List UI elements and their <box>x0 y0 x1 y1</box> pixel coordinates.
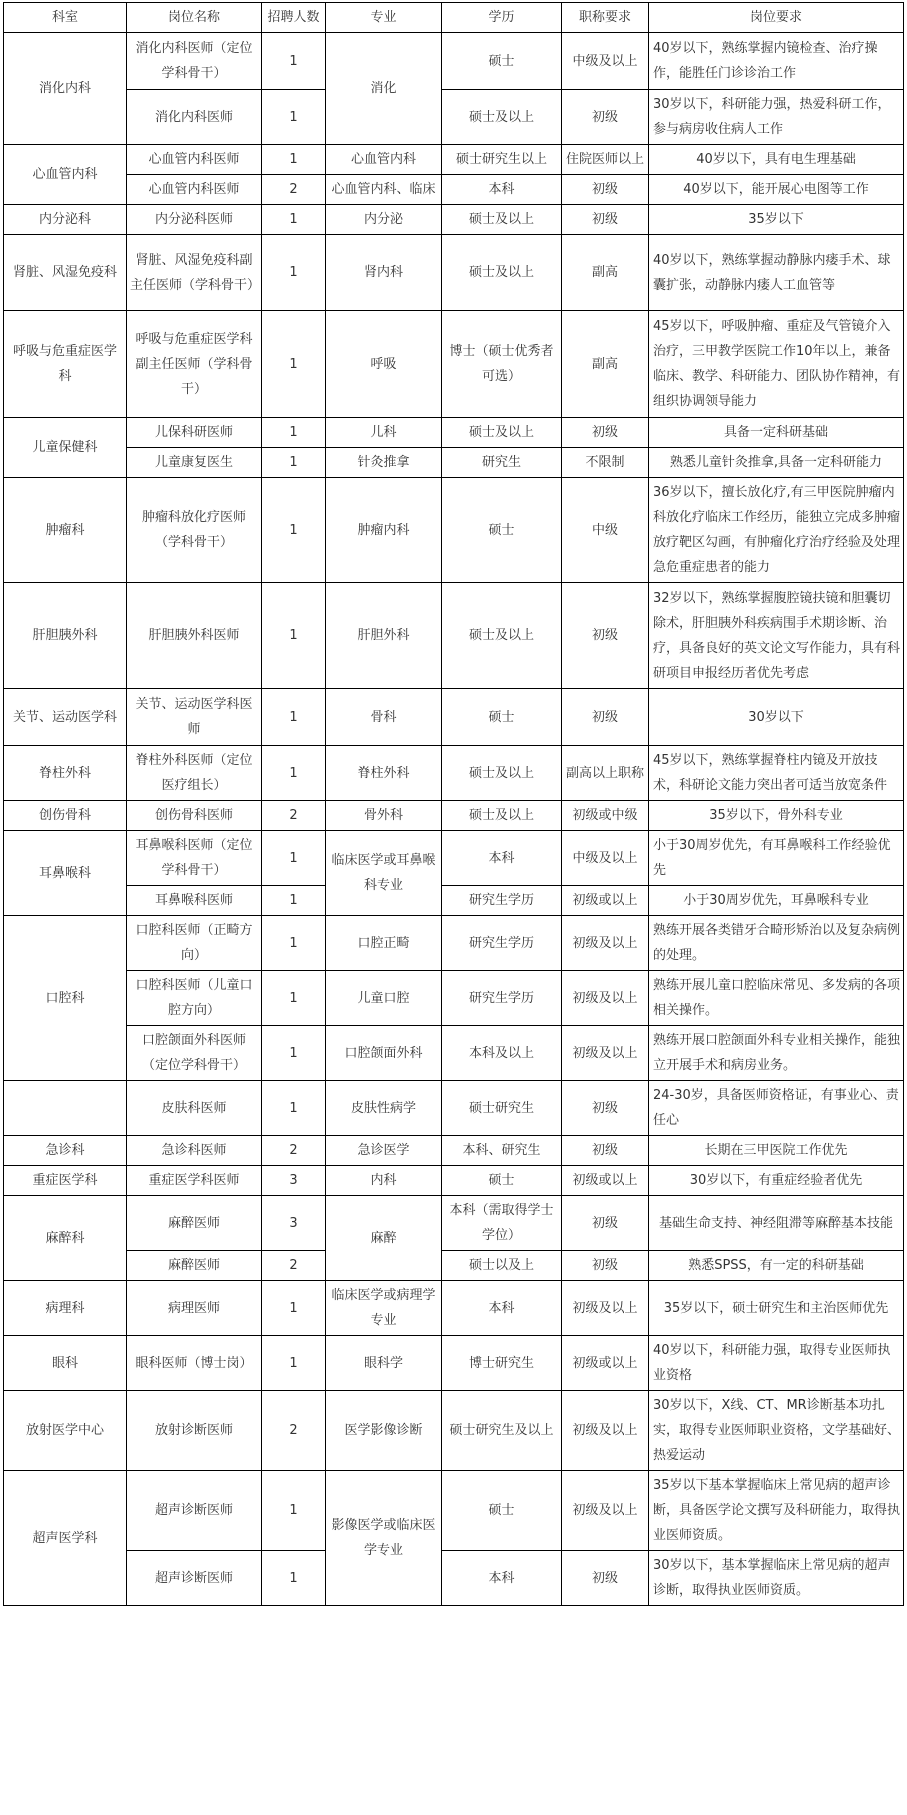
table-row <box>4 1251 904 1281</box>
table-cell: 医学影像诊断 <box>326 1391 442 1471</box>
table-cell: 1 <box>262 1281 326 1336</box>
table-cell: 1 <box>262 831 326 886</box>
table-cell: 口腔科 <box>4 916 127 1081</box>
table-cell: 1 <box>262 145 326 175</box>
table-cell: 初级 <box>562 90 649 145</box>
table-cell: 肾脏、风湿免疫科 <box>4 235 127 311</box>
table-cell: 1 <box>262 448 326 478</box>
table-cell: 骨外科 <box>326 801 442 831</box>
table-cell: 初级或以上 <box>562 886 649 916</box>
table-row <box>4 801 904 831</box>
table-cell: 硕士 <box>442 1166 562 1196</box>
table-cell: 儿童保健科 <box>4 418 127 478</box>
header-education: 学历 <box>442 3 562 33</box>
table-cell: 硕士 <box>442 478 562 583</box>
recruitment-table <box>3 2 904 1606</box>
table-row <box>4 311 904 418</box>
table-cell: 初级 <box>562 1136 649 1166</box>
table-cell: 熟练开展口腔颌面外科专业相关操作，能独立开展手术和病房业务。 <box>649 1026 904 1081</box>
table-row <box>4 145 904 175</box>
table-cell: 创伤骨科医师 <box>127 801 262 831</box>
table-cell: 熟练开展各类错牙合畸形矫治以及复杂病例的处理。 <box>649 916 904 971</box>
table-cell: 消化内科 <box>4 33 127 145</box>
table-cell: 硕士研究生及以上 <box>442 1391 562 1471</box>
table-cell: 病理科 <box>4 1281 127 1336</box>
table-cell: 耳鼻喉科医师 <box>127 886 262 916</box>
table-cell: 2 <box>262 175 326 205</box>
table-cell: 3 <box>262 1196 326 1251</box>
table-cell: 内分泌科 <box>4 205 127 235</box>
table-cell: 2 <box>262 801 326 831</box>
table-row <box>4 971 904 1026</box>
table-cell: 1 <box>262 90 326 145</box>
table-cell: 初级 <box>562 1196 649 1251</box>
table-cell: 临床医学或病理学专业 <box>326 1281 442 1336</box>
table-cell: 30岁以下 <box>649 689 904 746</box>
table-cell: 关节、运动医学科医师 <box>127 689 262 746</box>
table-cell: 肿瘤科放化疗医师（学科骨干） <box>127 478 262 583</box>
table-cell <box>4 1081 127 1136</box>
table-cell: 初级 <box>562 1551 649 1606</box>
table-cell: 初级及以上 <box>562 916 649 971</box>
table-cell: 30岁以下，基本掌握临床上常见病的超声诊断，取得执业医师资质。 <box>649 1551 904 1606</box>
table-cell: 心血管内科 <box>4 145 127 205</box>
table-cell: 眼科学 <box>326 1336 442 1391</box>
table-cell: 1 <box>262 746 326 801</box>
table-cell: 皮肤性病学 <box>326 1081 442 1136</box>
table-cell: 硕士及以上 <box>442 205 562 235</box>
table-cell: 硕士研究生以上 <box>442 145 562 175</box>
table-cell: 1 <box>262 971 326 1026</box>
table-cell: 1 <box>262 235 326 311</box>
table-cell: 重症医学科医师 <box>127 1166 262 1196</box>
table-cell: 36岁以下，擅长放化疗,有三甲医院肿瘤内科放化疗临床工作经历，能独立完成多肿瘤放疗靶区勾画，有肿瘤化疗治疗经验及处理急危重症患者的能力 <box>649 478 904 583</box>
table-cell: 超声诊断医师 <box>127 1551 262 1606</box>
table-cell: 耳鼻喉科 <box>4 831 127 916</box>
table-cell: 消化内科医师 <box>127 90 262 145</box>
table-cell: 35岁以下基本掌握临床上常见病的超声诊断，具备医学论文撰写及科研能力，取得执业医师资质。 <box>649 1471 904 1551</box>
table-cell: 内科 <box>326 1166 442 1196</box>
table-cell: 1 <box>262 1081 326 1136</box>
table-cell: 1 <box>262 1336 326 1391</box>
table-cell: 骨科 <box>326 689 442 746</box>
table-cell: 1 <box>262 689 326 746</box>
table-cell: 40岁以下，具有电生理基础 <box>649 145 904 175</box>
table-row <box>4 205 904 235</box>
table-cell: 超声医学科 <box>4 1471 127 1606</box>
table-cell: 中级及以上 <box>562 831 649 886</box>
table-cell: 肝胆胰外科医师 <box>127 583 262 689</box>
table-cell: 口腔正畸 <box>326 916 442 971</box>
table-cell: 硕士及以上 <box>442 801 562 831</box>
table-cell: 创伤骨科 <box>4 801 127 831</box>
table-header-row <box>4 3 904 33</box>
table-cell: 1 <box>262 311 326 418</box>
table-cell: 1 <box>262 418 326 448</box>
table-cell: 初级或中级 <box>562 801 649 831</box>
table-cell: 初级 <box>562 1081 649 1136</box>
table-cell: 脊柱外科 <box>326 746 442 801</box>
table-cell: 35岁以下，硕士研究生和主治医师优先 <box>649 1281 904 1336</box>
table-cell: 心血管内科、临床 <box>326 175 442 205</box>
header-department: 科室 <box>4 3 127 33</box>
table-cell: 1 <box>262 1026 326 1081</box>
table-cell: 2 <box>262 1136 326 1166</box>
table-cell: 儿童口腔 <box>326 971 442 1026</box>
table-cell: 呼吸与危重症医学科 <box>4 311 127 418</box>
table-cell: 麻醉科 <box>4 1196 127 1281</box>
table-cell: 初级及以上 <box>562 971 649 1026</box>
table-cell: 40岁以下，能开展心电图等工作 <box>649 175 904 205</box>
table-row <box>4 1136 904 1166</box>
table-cell: 2 <box>262 1251 326 1281</box>
table-cell: 1 <box>262 1471 326 1551</box>
table-cell: 口腔颌面外科 <box>326 1026 442 1081</box>
table-cell: 脊柱外科医师（定位医疗组长） <box>127 746 262 801</box>
table-cell: 呼吸 <box>326 311 442 418</box>
table-row <box>4 418 904 448</box>
table-cell: 口腔颌面外科医师（定位学科骨干） <box>127 1026 262 1081</box>
table-cell: 硕士及以上 <box>442 90 562 145</box>
table-cell: 超声诊断医师 <box>127 1471 262 1551</box>
table-cell: 40岁以下，科研能力强，取得专业医师执业资格 <box>649 1336 904 1391</box>
table-cell: 初级或以上 <box>562 1336 649 1391</box>
table-cell: 肾脏、风湿免疫科副主任医师（学科骨干） <box>127 235 262 311</box>
table-cell: 初级 <box>562 583 649 689</box>
table-cell: 关节、运动医学科 <box>4 689 127 746</box>
table-cell: 熟练开展儿童口腔临床常见、多发病的各项相关操作。 <box>649 971 904 1026</box>
table-cell: 硕士及以上 <box>442 583 562 689</box>
table-cell: 口腔科医师（儿童口腔方向） <box>127 971 262 1026</box>
table-cell: 32岁以下，熟练掌握腹腔镜扶镜和胆囊切除术，肝胆胰外科疾病围手术期诊断、治疗，具备良好的英文论文写作能力，具有科研项目申报经历者优先考虑 <box>649 583 904 689</box>
table-cell: 研究生学历 <box>442 916 562 971</box>
table-cell: 中级及以上 <box>562 33 649 90</box>
table-body <box>4 33 904 1606</box>
table-cell: 影像医学或临床医学专业 <box>326 1471 442 1606</box>
table-cell: 儿童康复医生 <box>127 448 262 478</box>
table-cell: 1 <box>262 1551 326 1606</box>
table-cell: 初级 <box>562 1251 649 1281</box>
table-cell: 心血管内科 <box>326 145 442 175</box>
table-row <box>4 175 904 205</box>
table-row <box>4 1166 904 1196</box>
header-count: 招聘人数 <box>262 3 326 33</box>
table-cell: 长期在三甲医院工作优先 <box>649 1136 904 1166</box>
table-cell: 本科 <box>442 1281 562 1336</box>
table-cell: 临床医学或耳鼻喉科专业 <box>326 831 442 916</box>
table-cell: 初级 <box>562 175 649 205</box>
table-cell: 1 <box>262 916 326 971</box>
table-cell: 肿瘤内科 <box>326 478 442 583</box>
table-cell: 硕士 <box>442 33 562 90</box>
table-row <box>4 1471 904 1551</box>
table-cell: 硕士及以上 <box>442 746 562 801</box>
table-cell: 初级及以上 <box>562 1026 649 1081</box>
table-row <box>4 916 904 971</box>
table-cell: 内分泌 <box>326 205 442 235</box>
table-cell: 初级及以上 <box>562 1391 649 1471</box>
table-cell: 初级 <box>562 418 649 448</box>
table-row <box>4 583 904 689</box>
table-cell: 肾内科 <box>326 235 442 311</box>
table-cell: 40岁以下，熟练掌握动静脉内瘘手术、球囊扩张，动静脉内瘘人工血管等 <box>649 235 904 311</box>
table-cell: 病理医师 <box>127 1281 262 1336</box>
table-row <box>4 448 904 478</box>
table-cell: 心血管内科医师 <box>127 175 262 205</box>
table-cell: 住院医师以上 <box>562 145 649 175</box>
table-cell: 内分泌科医师 <box>127 205 262 235</box>
table-cell: 2 <box>262 1391 326 1471</box>
table-cell: 眼科 <box>4 1336 127 1391</box>
table-cell: 初级及以上 <box>562 1281 649 1336</box>
table-row <box>4 1026 904 1081</box>
table-cell: 小于30周岁优先，有耳鼻喉科工作经验优先 <box>649 831 904 886</box>
table-row <box>4 1551 904 1606</box>
table-cell: 放射诊断医师 <box>127 1391 262 1471</box>
table-cell: 初级 <box>562 689 649 746</box>
table-cell: 24-30岁，具备医师资格证，有事业心、责任心 <box>649 1081 904 1136</box>
table-cell: 1 <box>262 583 326 689</box>
table-cell: 放射医学中心 <box>4 1391 127 1471</box>
table-cell: 中级 <box>562 478 649 583</box>
header-requirements: 岗位要求 <box>649 3 904 33</box>
table-cell: 急诊医学 <box>326 1136 442 1166</box>
table-cell: 本科 <box>442 175 562 205</box>
table-cell: 本科（需取得学士学位） <box>442 1196 562 1251</box>
table-row <box>4 90 904 145</box>
table-cell: 30岁以下，X线、CT、MR诊断基本功扎实，取得专业医师职业资格，文学基础好、热爱运动 <box>649 1391 904 1471</box>
table-row <box>4 33 904 90</box>
table-cell: 副高以上职称 <box>562 746 649 801</box>
table-cell: 30岁以下，有重症经验者优先 <box>649 1166 904 1196</box>
table-row <box>4 1281 904 1336</box>
table-cell: 本科、研究生 <box>442 1136 562 1166</box>
table-row <box>4 1336 904 1391</box>
table-row <box>4 478 904 583</box>
table-cell: 基础生命支持、神经阻滞等麻醉基本技能 <box>649 1196 904 1251</box>
table-cell: 初级或以上 <box>562 1166 649 1196</box>
table-cell: 1 <box>262 886 326 916</box>
table-cell: 初级 <box>562 205 649 235</box>
table-row <box>4 1081 904 1136</box>
table-cell: 35岁以下 <box>649 205 904 235</box>
table-row <box>4 1196 904 1251</box>
table-cell: 呼吸与危重症医学科副主任医师（学科骨干） <box>127 311 262 418</box>
table-cell: 1 <box>262 205 326 235</box>
table-cell: 肝胆胰外科 <box>4 583 127 689</box>
table-row <box>4 689 904 746</box>
table-cell: 研究生 <box>442 448 562 478</box>
table-cell: 硕士 <box>442 689 562 746</box>
table-cell: 麻醉医师 <box>127 1251 262 1281</box>
header-position: 岗位名称 <box>127 3 262 33</box>
table-cell: 口腔科医师（正畸方向） <box>127 916 262 971</box>
table-cell: 儿科 <box>326 418 442 448</box>
table-cell: 针灸推拿 <box>326 448 442 478</box>
table-cell: 熟悉儿童针灸推拿,具备一定科研能力 <box>649 448 904 478</box>
table-cell: 1 <box>262 33 326 90</box>
table-cell: 1 <box>262 478 326 583</box>
table-cell: 副高 <box>562 311 649 418</box>
table-cell: 心血管内科医师 <box>127 145 262 175</box>
table-cell: 45岁以下，呼吸肿瘤、重症及气管镜介入治疗，三甲教学医院工作10年以上，兼备临床、教学、科研能力、团队协作精神，有组织协调领导能力 <box>649 311 904 418</box>
table-cell: 硕士研究生 <box>442 1081 562 1136</box>
table-row <box>4 746 904 801</box>
table-cell: 麻醉 <box>326 1196 442 1281</box>
table-cell: 不限制 <box>562 448 649 478</box>
table-cell: 儿保科研医师 <box>127 418 262 448</box>
table-row <box>4 1391 904 1471</box>
table-cell: 本科及以上 <box>442 1026 562 1081</box>
table-cell: 硕士 <box>442 1471 562 1551</box>
table-cell: 重症医学科 <box>4 1166 127 1196</box>
table-cell: 本科 <box>442 1551 562 1606</box>
table-cell: 博士研究生 <box>442 1336 562 1391</box>
table-cell: 30岁以下，科研能力强，热爱科研工作，参与病房收住病人工作 <box>649 90 904 145</box>
recruitment-table-container <box>0 2 907 1606</box>
table-cell: 熟悉SPSS，有一定的科研基础 <box>649 1251 904 1281</box>
table-cell: 皮肤科医师 <box>127 1081 262 1136</box>
table-cell: 消化内科医师（定位学科骨干） <box>127 33 262 90</box>
table-cell: 硕士及以上 <box>442 235 562 311</box>
table-cell: 初级及以上 <box>562 1471 649 1551</box>
table-cell: 硕士及以上 <box>442 418 562 448</box>
header-major: 专业 <box>326 3 442 33</box>
table-cell: 肿瘤科 <box>4 478 127 583</box>
table-cell: 眼科医师（博士岗） <box>127 1336 262 1391</box>
table-cell: 40岁以下，熟练掌握内镜检查、治疗操作，能胜任门诊诊治工作 <box>649 33 904 90</box>
table-cell: 研究生学历 <box>442 971 562 1026</box>
table-row <box>4 886 904 916</box>
table-row <box>4 831 904 886</box>
table-cell: 45岁以下，熟练掌握脊柱内镜及开放技术，科研论文能力突出者可适当放宽条件 <box>649 746 904 801</box>
table-cell: 具备一定科研基础 <box>649 418 904 448</box>
table-cell: 脊柱外科 <box>4 746 127 801</box>
table-cell: 硕士以及上 <box>442 1251 562 1281</box>
table-cell: 研究生学历 <box>442 886 562 916</box>
table-cell: 耳鼻喉科医师（定位学科骨干） <box>127 831 262 886</box>
table-cell: 消化 <box>326 33 442 145</box>
table-cell: 博士（硕士优秀者可选） <box>442 311 562 418</box>
table-cell: 麻醉医师 <box>127 1196 262 1251</box>
table-cell: 急诊科医师 <box>127 1136 262 1166</box>
header-title: 职称要求 <box>562 3 649 33</box>
table-row <box>4 235 904 311</box>
table-cell: 小于30周岁优先，耳鼻喉科专业 <box>649 886 904 916</box>
table-cell: 3 <box>262 1166 326 1196</box>
table-cell: 本科 <box>442 831 562 886</box>
table-cell: 急诊科 <box>4 1136 127 1166</box>
table-cell: 35岁以下，骨外科专业 <box>649 801 904 831</box>
table-cell: 副高 <box>562 235 649 311</box>
table-cell: 肝胆外科 <box>326 583 442 689</box>
